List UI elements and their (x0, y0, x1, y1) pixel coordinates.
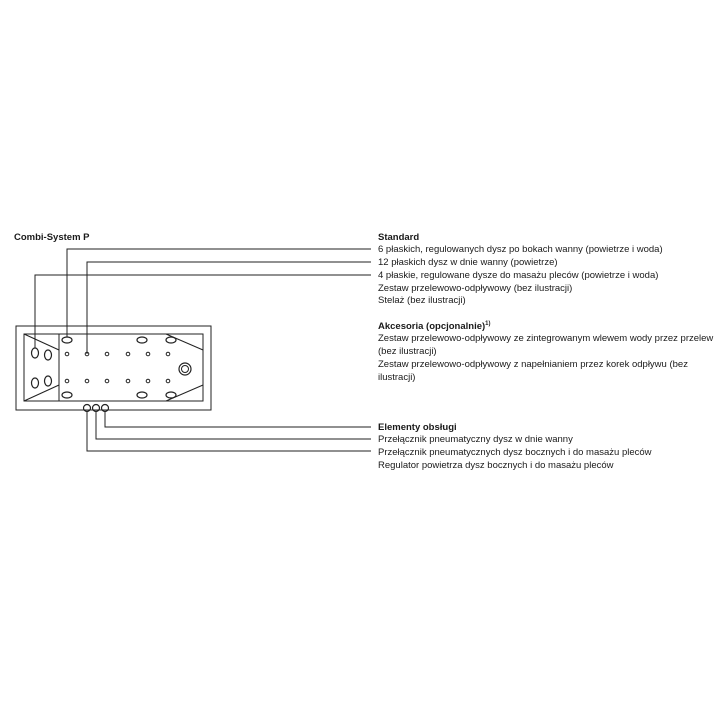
standard-item: Zestaw przelewowo-odpływowy (bez ilustracji) (378, 283, 573, 294)
drain (179, 363, 191, 375)
floor-jets (65, 352, 170, 383)
standard-item: 6 płaskich, regulowanych dysz po bokach wanny (powietrze i woda) (378, 244, 663, 255)
side-jets (62, 337, 176, 398)
accessories-item: ilustracji) (378, 372, 416, 383)
accessories-item: Zestaw przelewowo-odpływowy ze zintegrowanym wlewem wody przez przelew (378, 333, 714, 344)
controls-heading: Elementy obsługi (378, 422, 457, 433)
accessories-heading: Akcesoria (opcjonalnie)$^{1)}$ (378, 320, 491, 332)
standard-item: 4 płaskie, regulowane dysze do masażu pleców (powietrze i woda) (378, 270, 659, 281)
standard-item: 12 płaskich dysz w dnie wanny (powietrze) (378, 257, 558, 268)
accessories-item: Zestaw przelewowo-odpływowy z napełnianiem przez korek odpływu (bez (378, 359, 688, 370)
standard-heading: Standard (378, 232, 420, 243)
accessories-item: (bez ilustracji) (378, 346, 437, 357)
footnote-marker: 1) (485, 320, 491, 327)
controls-item: Regulator powietrza dysz bocznych i do masażu pleców (378, 460, 614, 471)
controls-item: Przełącznik pneumatyczny dysz w dnie wanny (378, 434, 573, 445)
controls-item: Przełącznik pneumatycznych dysz bocznych i do masażu pleców (378, 447, 652, 458)
back-massage-jets (32, 348, 52, 388)
standard-item: Stelaż (bez ilustracji) (378, 295, 466, 306)
diagram-title: Combi-System P (14, 232, 90, 243)
